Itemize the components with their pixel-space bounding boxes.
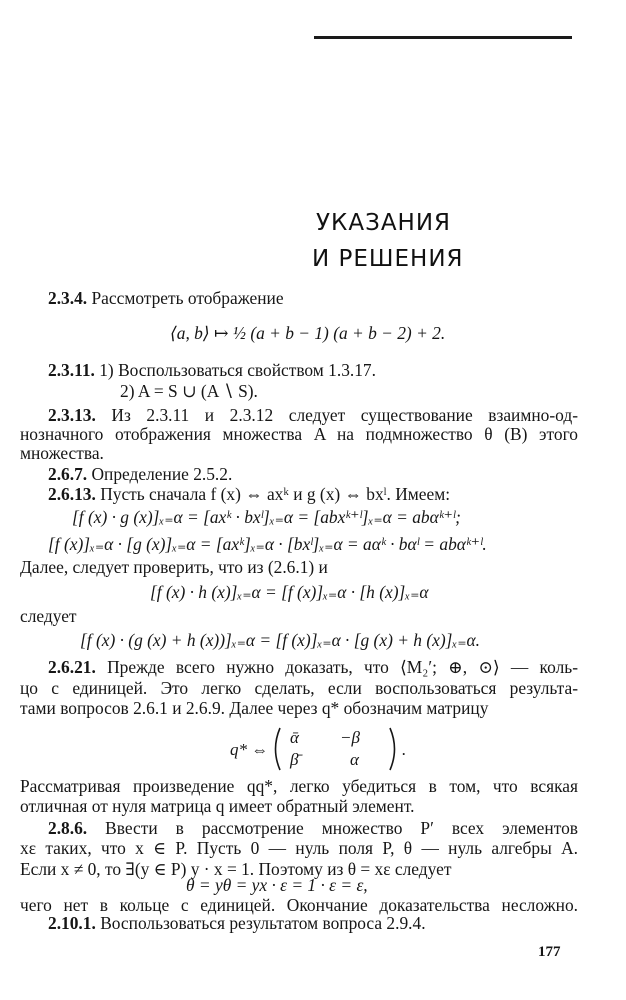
formula-line: [f (x) · (g (x) + h (x))]ₓ₌α = [f (x)]ₓ₌α · [g (x) + h (x)]ₓ₌α.	[80, 630, 481, 650]
section-heading-line1: УКАЗАНИЯ	[316, 210, 452, 236]
text-line: Далее, следует проверить, что из (2.6.1) и	[20, 557, 328, 577]
text-line: тами вопросов 2.6.1 и 2.6.9. Далее через q* обозначим матрицу	[20, 698, 489, 718]
text-line: чего нет в кольце с единицей. Окончание доказательства несложно.	[20, 895, 578, 915]
entry-2-10-1: 2.10.1. Воспользоваться результатом вопроса 2.9.4.	[48, 913, 426, 933]
page-number: 177	[538, 944, 561, 960]
text-line: цо с единицей. Это легко сделать, если воспользоваться результа-	[20, 678, 578, 698]
text-line: Если x ≠ 0, то ∃(y ∈ P) y · x = 1. Поэтому из θ = xε следует	[20, 859, 452, 879]
matrix-a22: α	[350, 750, 359, 769]
matrix-a21: β̄	[290, 750, 299, 769]
formula-line: [f (x)]ₓ₌α · [g (x)]ₓ₌α = [axᵏ]ₓ₌α · [bxˡ]ₓ₌α = aαᵏ · bαˡ = abαᵏ⁺ˡ.	[48, 534, 487, 554]
entry-2-3-13: 2.3.13. Из 2.3.11 и 2.3.12 следует существование взаимно-од-	[48, 405, 578, 425]
entry-2-3-11: 2.3.11. 1) Воспользоваться свойством 1.3.17.	[48, 360, 376, 380]
formula-line: [f (x) · h (x)]ₓ₌α = [f (x)]ₓ₌α · [h (x)]ₓ₌α	[150, 582, 429, 602]
entry-2-3-4: 2.3.4. Рассмотреть отображение	[48, 288, 284, 308]
entry-2-6-13: 2.6.13. Пусть сначала f (x) ⇔ axᵏ и g (x) ⇔ bxˡ. Имеем:	[48, 484, 451, 504]
text-line: Рассматривая произведение qq*, легко убедиться в том, что всякая	[20, 776, 578, 796]
formula-line: θ = yθ = yx · ε = 1 · ε = ε,	[186, 875, 368, 895]
matrix-a11: ᾱ	[290, 728, 299, 747]
text-line: отличная от нуля матрица q имеет обратный элемент.	[20, 796, 415, 816]
text-line: нозначного отображения множества A на подмножество θ (B) этого	[20, 424, 578, 444]
text-line: следует	[20, 606, 77, 626]
entry-2-8-6: 2.8.6. Ввести в рассмотрение множество P′ всех элементов	[48, 818, 578, 838]
entry-2-6-21: 2.6.21. Прежде всего нужно доказать, что ⟨M₂′; ⊕, ⊙⟩ — коль-	[48, 657, 578, 677]
matrix-end: .	[402, 740, 407, 759]
section-heading-line2: И РЕШЕНИЯ	[312, 246, 464, 272]
matrix-formula	[230, 726, 420, 772]
text-line: xε таких, что x ∈ P. Пусть 0 — нуль поля P, θ — нуль алгебры A.	[20, 838, 578, 858]
formula-2-3-4: ⟨a, b⟩ ↦ ½ (a + b − 1) (a + b − 2) + 2.	[170, 323, 446, 343]
entry-2-3-11-part2: 2) A = S ∪ (A ∖ S).	[120, 381, 258, 401]
top-rule	[314, 36, 572, 39]
matrix-lhs: q* ⇔	[230, 740, 269, 759]
formula-line: [f (x) · g (x)]ₓ₌α = [axᵏ · bxˡ]ₓ₌α = [abxᵏ⁺ˡ]ₓ₌α = abαᵏ⁺ˡ;	[72, 507, 461, 527]
entry-2-6-7: 2.6.7. Определение 2.5.2.	[48, 464, 233, 484]
matrix-a12: −β	[340, 728, 360, 747]
text-line: множества.	[20, 443, 104, 463]
